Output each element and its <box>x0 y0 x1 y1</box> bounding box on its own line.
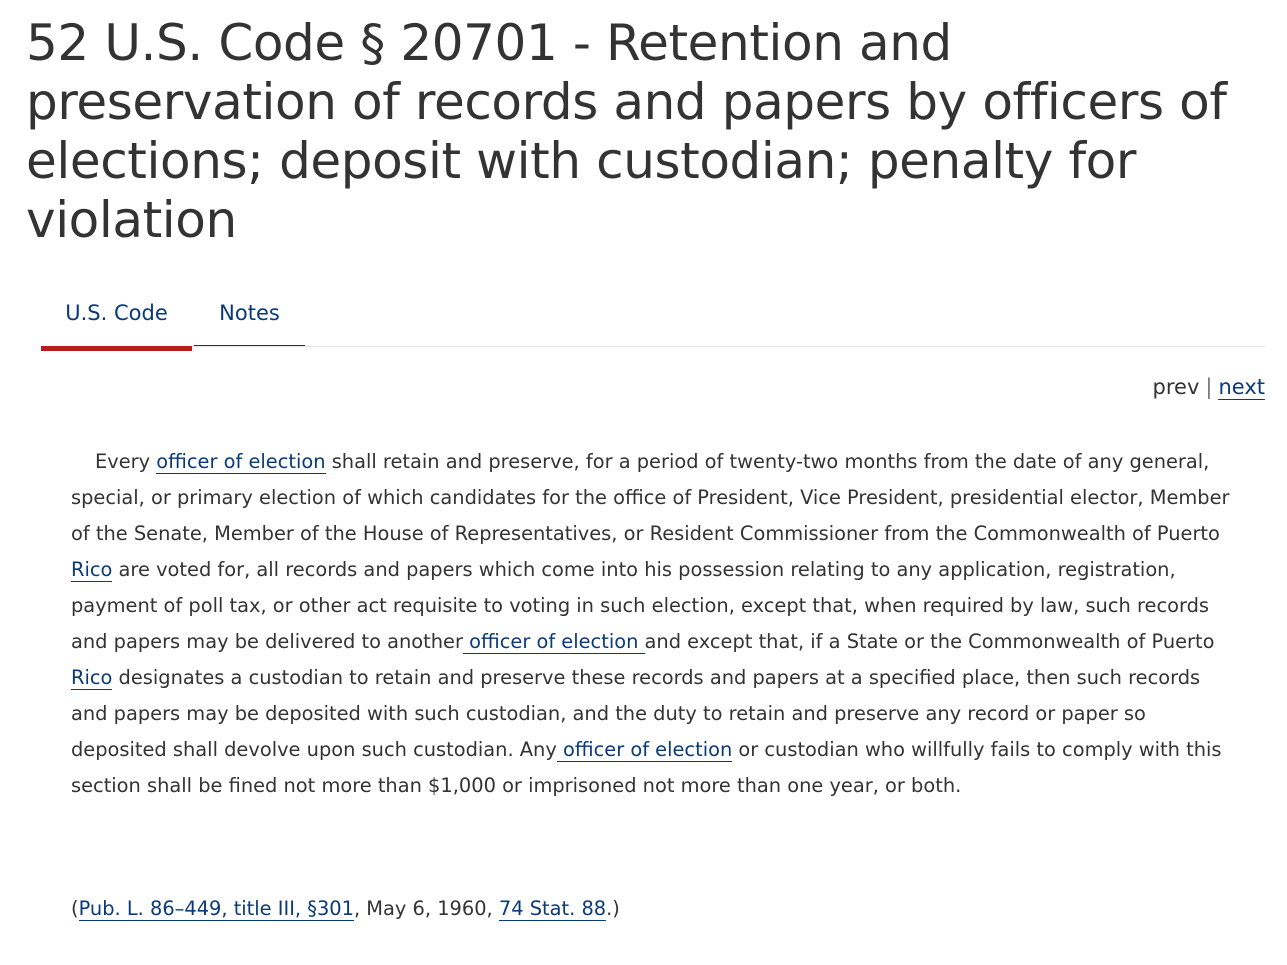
next-link[interactable]: next <box>1218 375 1265 399</box>
officer-of-election-link[interactable]: officer of election <box>462 630 645 653</box>
source-credit-open: ( <box>71 897 79 920</box>
statute-text-segment: and except that, if a State or the Commonwealth of Puerto <box>644 630 1215 653</box>
tab-notes[interactable]: Notes <box>194 290 305 346</box>
source-credit-date: , May 6, 1960, <box>353 897 499 920</box>
pager <box>1153 372 1265 402</box>
statute-text-segment: are voted for, all records and papers which come into his possession relating to any application, registration, payment of poll tax, or other act requisite to voting in such election, except that, when required by law, such records and papers may be delivered to another <box>71 558 1210 653</box>
statute-text-segment: shall retain and preserve, for a period of twenty-two months from the date of any general, special, or primary election of which candidates for the office of President, Vice President, presidential elector, Member of the Senate, Member of the House of Representatives, or Resident Commissioner from the Commonwealth of Puerto <box>71 450 1230 545</box>
pager-separator: | <box>1205 375 1213 399</box>
statute-text-segment: designates a custodian to retain and preserve these records and papers at a specified place, then such records and papers may be deposited with such custodian, and the duty to retain and preserve any record or paper so deposited shall devolve upon such custodian. Any <box>71 666 1201 761</box>
officer-of-election-link[interactable]: officer of election <box>156 450 326 473</box>
source-credit <box>71 893 620 925</box>
source-credit-close: .) <box>606 897 620 920</box>
statute-text-segment: Every <box>95 450 157 473</box>
statute-text-segment: or custodian who willfully fails to comply with this section shall be fined not more than $1,000 or imprisoned not more than one year, or both. <box>71 738 1222 797</box>
prev-label: prev <box>1152 375 1200 399</box>
officer-of-election-link[interactable]: officer of election <box>556 738 733 761</box>
rico-link[interactable]: Rico <box>71 666 113 689</box>
public-law-link[interactable]: Pub. L. 86–449, title III, §301 <box>78 897 354 920</box>
tab-bar <box>41 290 1265 347</box>
statute-text <box>71 444 1241 804</box>
statutes-at-large-link[interactable]: 74 Stat. 88 <box>498 897 607 920</box>
tab-us-code[interactable]: U.S. Code <box>41 290 192 351</box>
rico-link[interactable]: Rico <box>71 558 113 581</box>
page-title: 52 U.S. Code § 20701 - Retention and preservation of records and papers by officers of elections; deposit with custodian; penalty for violation <box>26 14 1227 249</box>
